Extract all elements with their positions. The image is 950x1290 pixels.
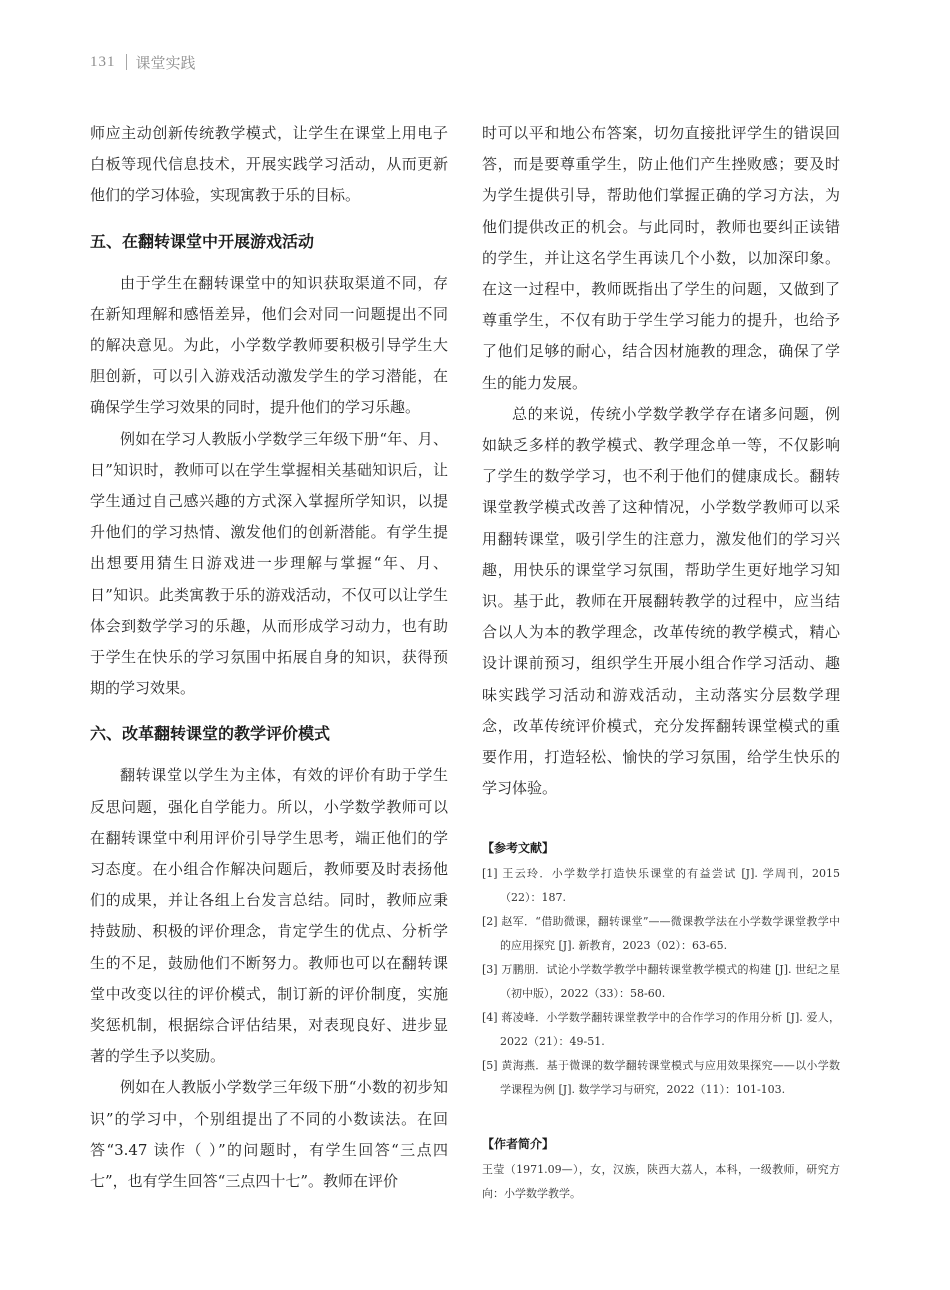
reference-item: [1] 王云玲．小学数学打造快乐课堂的有益尝试 [J]. 学周刊，2015（22）：187. — [482, 867, 840, 904]
reference-item: [4] 蒋凌峰．小学数学翻转课堂教学中的合作学习的作用分析 [J]. 爱人，2022（21）：49-51. — [482, 1011, 840, 1048]
paragraph: 由于学生在翻转课堂中的知识获取渠道不同，存在新知理解和感悟差异，他们会对同一问题提出不同的解决意见。为此，小学数学教师要积极引导学生大胆创新，可以引入游戏活动激发学生的学习潜能，在确保学生学习效果的同时，提升他们的学习乐趣。 — [90, 273, 448, 417]
page-number: 131 — [90, 53, 116, 70]
references-section — [482, 838, 840, 1102]
paragraph: 师应主动创新传统教学模式，让学生在课堂上用电子白板等现代信息技术，开展实践学习活动，从而更新他们的学习体验，实现寓教于乐的目标。 — [90, 124, 448, 205]
reference-item: [2] 赵军．“借助微课，翻转课堂”——微课教学法在小学数学课堂教学中的应用探究 [J]. 新教育，2023（02）：63-65. — [482, 915, 840, 952]
running-header — [90, 50, 196, 74]
reference-item: [5] 黄海燕．基于微课的数学翻转课堂模式与应用效果探究——以小学数学课程为例 [J]. 数学学习与研究，2022（11）：101-103. — [482, 1059, 840, 1096]
reference-item: [3] 万鹏朋．试论小学数学教学中翻转课堂教学模式的构建 [J]. 世纪之星（初中版），2022（33）：58-60. — [482, 963, 840, 1000]
paragraph: 例如在人教版小学数学三年级下册“小数的初步知识”的学习中，个别组提出了不同的小数读法。在回答“3.47 读作（ ）”的问题时，有学生回答“三点四七”，也有学生回答“三点四十七”。教师在评价 — [90, 1078, 448, 1191]
paragraph: 总的来说，传统小学数学教学存在诸多问题，例如缺乏多样的教学模式、教学理念单一等，不仅影响了学生的数学学习，也不利于他们的健康成长。翻转课堂教学模式改善了这种情况，小学数学教师可以采用翻转课堂，吸引学生的注意力，激发他们的学习兴趣，用快乐的课堂学习氛围，帮助学生更好地学习知识。基于此，教师在开展翻转教学的过程中，应当结合以人为本的教学理念，改革传统的教学模式，精心设计课前预习，组织学生开展小组合作学习活动、趣味实践学习活动和游戏活动，主动落实分层数学理念，改革传统评价模式，充分发挥翻转课堂模式的重要作用，打造轻松、愉快的学习氛围，给学生快乐的学习体验。 — [482, 404, 840, 798]
paragraph: 例如在学习人教版小学数学三年级下册“年、月、日”知识时，教师可以在学生掌握相关基础知识后，让学生通过自己感兴趣的方式深入掌握所学知识，以提升他们的学习热情、激发他们的创新潜能。有学生提出想要用猜生日游戏进一步理解与掌握“年、月、日”知识。此类寓教于乐的游戏活动，不仅可以让学生体会到数学学习的乐趣，从而形成学习动力，也有助于学生在快乐的学习氛围中拓展自身的知识，获得预期的学习效果。 — [90, 429, 448, 698]
paragraph: 时可以平和地公布答案，切勿直接批评学生的错误回答，而是要尊重学生，防止他们产生挫败感；要及时为学生提供引导，帮助他们掌握正确的学习方法，为他们提供改正的机会。与此同时，教师也要纠正读错的学生，并让这名学生再读几个小数，以加深印象。在这一过程中，教师既指出了学生的问题，又做到了尊重学生，不仅有助于学生学习能力的提升，也给予了他们足够的耐心，结合因材施教的理念，确保了学生的能力发展。 — [482, 124, 840, 392]
author-bio-heading: 【作者简介】 — [482, 1137, 555, 1151]
section-heading: 六、改革翻转课堂的教学评价模式 — [90, 724, 331, 744]
right-column — [482, 118, 840, 804]
references-heading: 【参考文献】 — [482, 841, 555, 855]
header-divider — [126, 54, 127, 70]
author-bio-section — [482, 1134, 840, 1205]
section-title: 课堂实践 — [135, 53, 196, 72]
section-heading: 五、在翻转课堂中开展游戏活动 — [90, 231, 315, 251]
author-bio-text: 王莹（1971.09—），女，汉族，陕西大荔人，本科，一级教师，研究方向：小学数学教学。 — [482, 1163, 840, 1200]
paragraph: 翻转课堂以学生为主体，有效的评价有助于学生反思问题，强化自学能力。所以，小学数学教师可以在翻转课堂中利用评价引导学生思考，端正他们的学习态度。在小组合作解决问题后，教师要及时表扬他们的成果，并让各组上台发言总结。同时，教师应秉持鼓励、积极的评价理念，肯定学生的优点、分析学生的不足，鼓励他们不断努力。教师也可以在翻转课堂中改变以往的评价模式，制订新的评价制度，实施奖惩机制，根据综合评估结果，对表现良好、进步显著的学生予以奖励。 — [90, 766, 448, 1066]
left-column — [90, 118, 448, 1197]
